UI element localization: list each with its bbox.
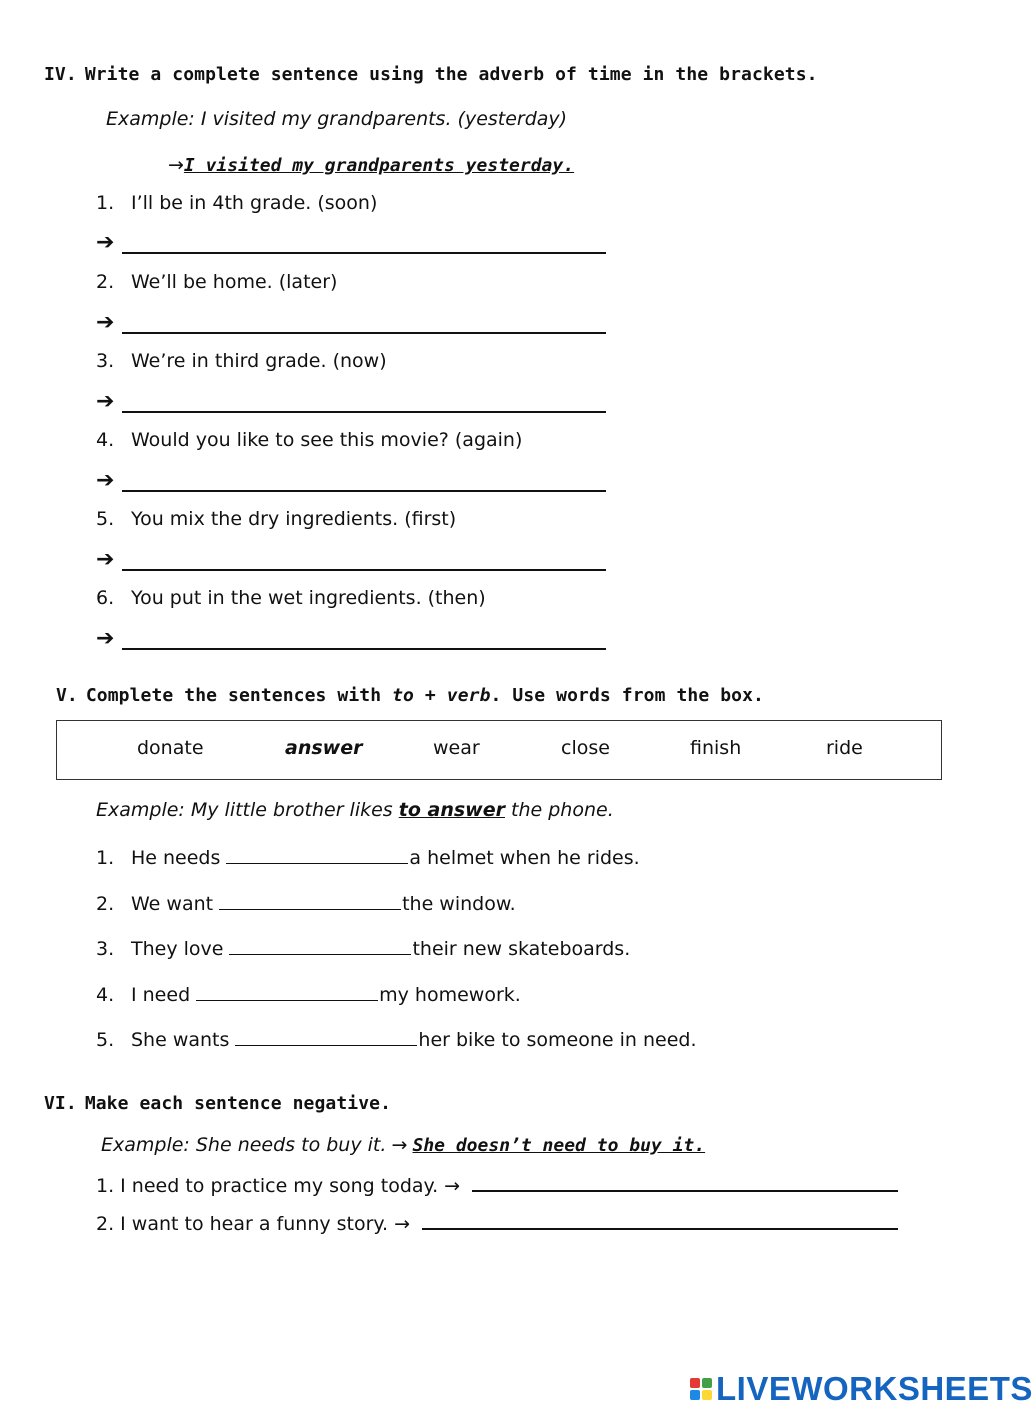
item-number: 4.: [96, 429, 115, 451]
answer-row: [96, 549, 606, 571]
word-box: [56, 720, 942, 780]
item-text: You mix the dry ingredients. (first): [131, 508, 457, 530]
item-number: 3.: [96, 350, 115, 372]
item-number: 6.: [96, 587, 115, 609]
item-text: We’re in third grade. (now): [131, 350, 387, 372]
item-number: 4.: [96, 984, 115, 1006]
item-text: We’ll be home. (later): [131, 271, 338, 293]
fill-blank[interactable]: [196, 982, 378, 1001]
section-vi-item: [96, 1172, 899, 1197]
item-after: their new skateboards.: [412, 938, 631, 960]
answer-row: [96, 470, 606, 492]
section-iv-heading: [44, 64, 818, 85]
section-iv-title: Write a complete sentence using the adverb of time in the brackets.: [84, 64, 818, 85]
item-text: Would you like to see this movie? (again): [131, 429, 523, 451]
section-vi-example: [101, 1134, 705, 1156]
right-arrow-icon: →: [391, 1134, 408, 1156]
section-v-example: [96, 799, 614, 821]
section-v-item: [96, 891, 516, 915]
section-v-heading: [56, 685, 764, 706]
section-v-title-b: to + verb: [392, 685, 491, 706]
item-before: They love: [131, 938, 224, 960]
item-text: I’ll be in 4th grade. (soon): [131, 192, 378, 214]
bold-arrow-icon: ➔: [96, 230, 115, 255]
section-iv-item: [96, 350, 387, 372]
item-number: 1.: [96, 847, 115, 869]
section-iv-example-answer-row: [168, 154, 574, 176]
section-iv-item: [96, 587, 486, 609]
item-before: He needs: [131, 847, 221, 869]
word-box-item: wear: [433, 737, 480, 759]
word-box-item: close: [561, 737, 610, 759]
answer-blank[interactable]: [122, 569, 606, 571]
logo-mark-icon: [690, 1378, 712, 1400]
answer-blank[interactable]: [422, 1210, 898, 1230]
right-arrow-icon: →: [444, 1175, 461, 1197]
bold-arrow-icon: ➔: [96, 310, 115, 335]
section-iv-item: [96, 271, 337, 293]
section-iv-example: Example: I visited my grandparents. (yesterday): [106, 108, 568, 130]
section-iv-item: [96, 192, 377, 214]
right-arrow-icon: →: [394, 1213, 410, 1235]
answer-blank[interactable]: [122, 252, 606, 254]
item-number: 5.: [96, 1029, 115, 1051]
item-text: You put in the wet ingredients. (then): [131, 587, 486, 609]
answer-blank[interactable]: [122, 411, 606, 413]
logo-text: LIVEWORKSHEETS: [716, 1370, 1033, 1407]
section-vi-title: Make each sentence negative.: [84, 1093, 392, 1114]
section-iv-number: IV.: [44, 64, 77, 85]
section-v-title-a: Complete the sentences with: [85, 685, 382, 706]
answer-blank[interactable]: [122, 648, 606, 650]
bold-arrow-icon: ➔: [96, 626, 115, 651]
word-box-item: answer: [285, 737, 363, 759]
item-number: 2.: [96, 271, 115, 293]
liveworksheets-logo: [690, 1370, 1033, 1408]
answer-blank[interactable]: [472, 1172, 898, 1192]
section-v-item: [96, 1027, 697, 1051]
answer-blank[interactable]: [122, 490, 606, 492]
section-v-example-a: Example: My little brother likes: [96, 799, 393, 821]
item-before: We want: [131, 893, 214, 915]
item-before: I need: [131, 984, 191, 1006]
section-iv-example-answer: I visited my grandparents yesterday.: [183, 155, 575, 176]
item-number: 1.: [96, 192, 115, 214]
logo-square: [702, 1390, 712, 1400]
bold-arrow-icon: ➔: [96, 468, 115, 493]
answer-row: [96, 391, 606, 413]
item-number: 2.: [96, 893, 115, 915]
section-vi-example-a: Example: She needs to buy it.: [101, 1134, 387, 1156]
answer-blank[interactable]: [122, 332, 606, 334]
section-v-title-c: . Use words from the box.: [490, 685, 764, 706]
section-vi-item: [96, 1210, 899, 1235]
item-after: my homework.: [379, 984, 521, 1006]
right-arrow-icon: →: [168, 154, 184, 176]
section-v-item: [96, 982, 521, 1006]
section-vi-heading: [44, 1093, 391, 1114]
item-after: a helmet when he rides.: [409, 847, 640, 869]
item-text: 2. I want to hear a funny story.: [96, 1213, 389, 1235]
word-box-item: finish: [690, 737, 742, 759]
word-box-item: ride: [826, 737, 863, 759]
logo-square: [690, 1390, 700, 1400]
section-v-example-answer: to answer: [398, 799, 505, 821]
fill-blank[interactable]: [219, 891, 401, 910]
section-v-example-c: the phone.: [511, 799, 614, 821]
answer-row: [96, 312, 606, 334]
item-number: 5.: [96, 508, 115, 530]
item-after: the window.: [402, 893, 516, 915]
item-before: She wants: [131, 1029, 230, 1051]
fill-blank[interactable]: [226, 845, 408, 864]
fill-blank[interactable]: [229, 936, 411, 955]
item-text: 1. I need to practice my song today.: [96, 1175, 439, 1197]
logo-square: [702, 1378, 712, 1388]
logo-square: [690, 1378, 700, 1388]
answer-row: [96, 628, 606, 650]
section-vi-example-answer: She doesn’t need to buy it.: [412, 1135, 706, 1156]
section-v-number: V.: [56, 685, 78, 706]
answer-row: [96, 232, 606, 254]
section-vi-number: VI.: [44, 1093, 77, 1114]
section-v-item: [96, 845, 640, 869]
bold-arrow-icon: ➔: [96, 547, 115, 572]
item-after: her bike to someone in need.: [418, 1029, 697, 1051]
item-number: 3.: [96, 938, 115, 960]
section-iv-item: [96, 508, 456, 530]
word-box-item: donate: [137, 737, 204, 759]
bold-arrow-icon: ➔: [96, 389, 115, 414]
section-iv-item: [96, 429, 522, 451]
fill-blank[interactable]: [235, 1027, 417, 1046]
section-v-item: [96, 936, 630, 960]
